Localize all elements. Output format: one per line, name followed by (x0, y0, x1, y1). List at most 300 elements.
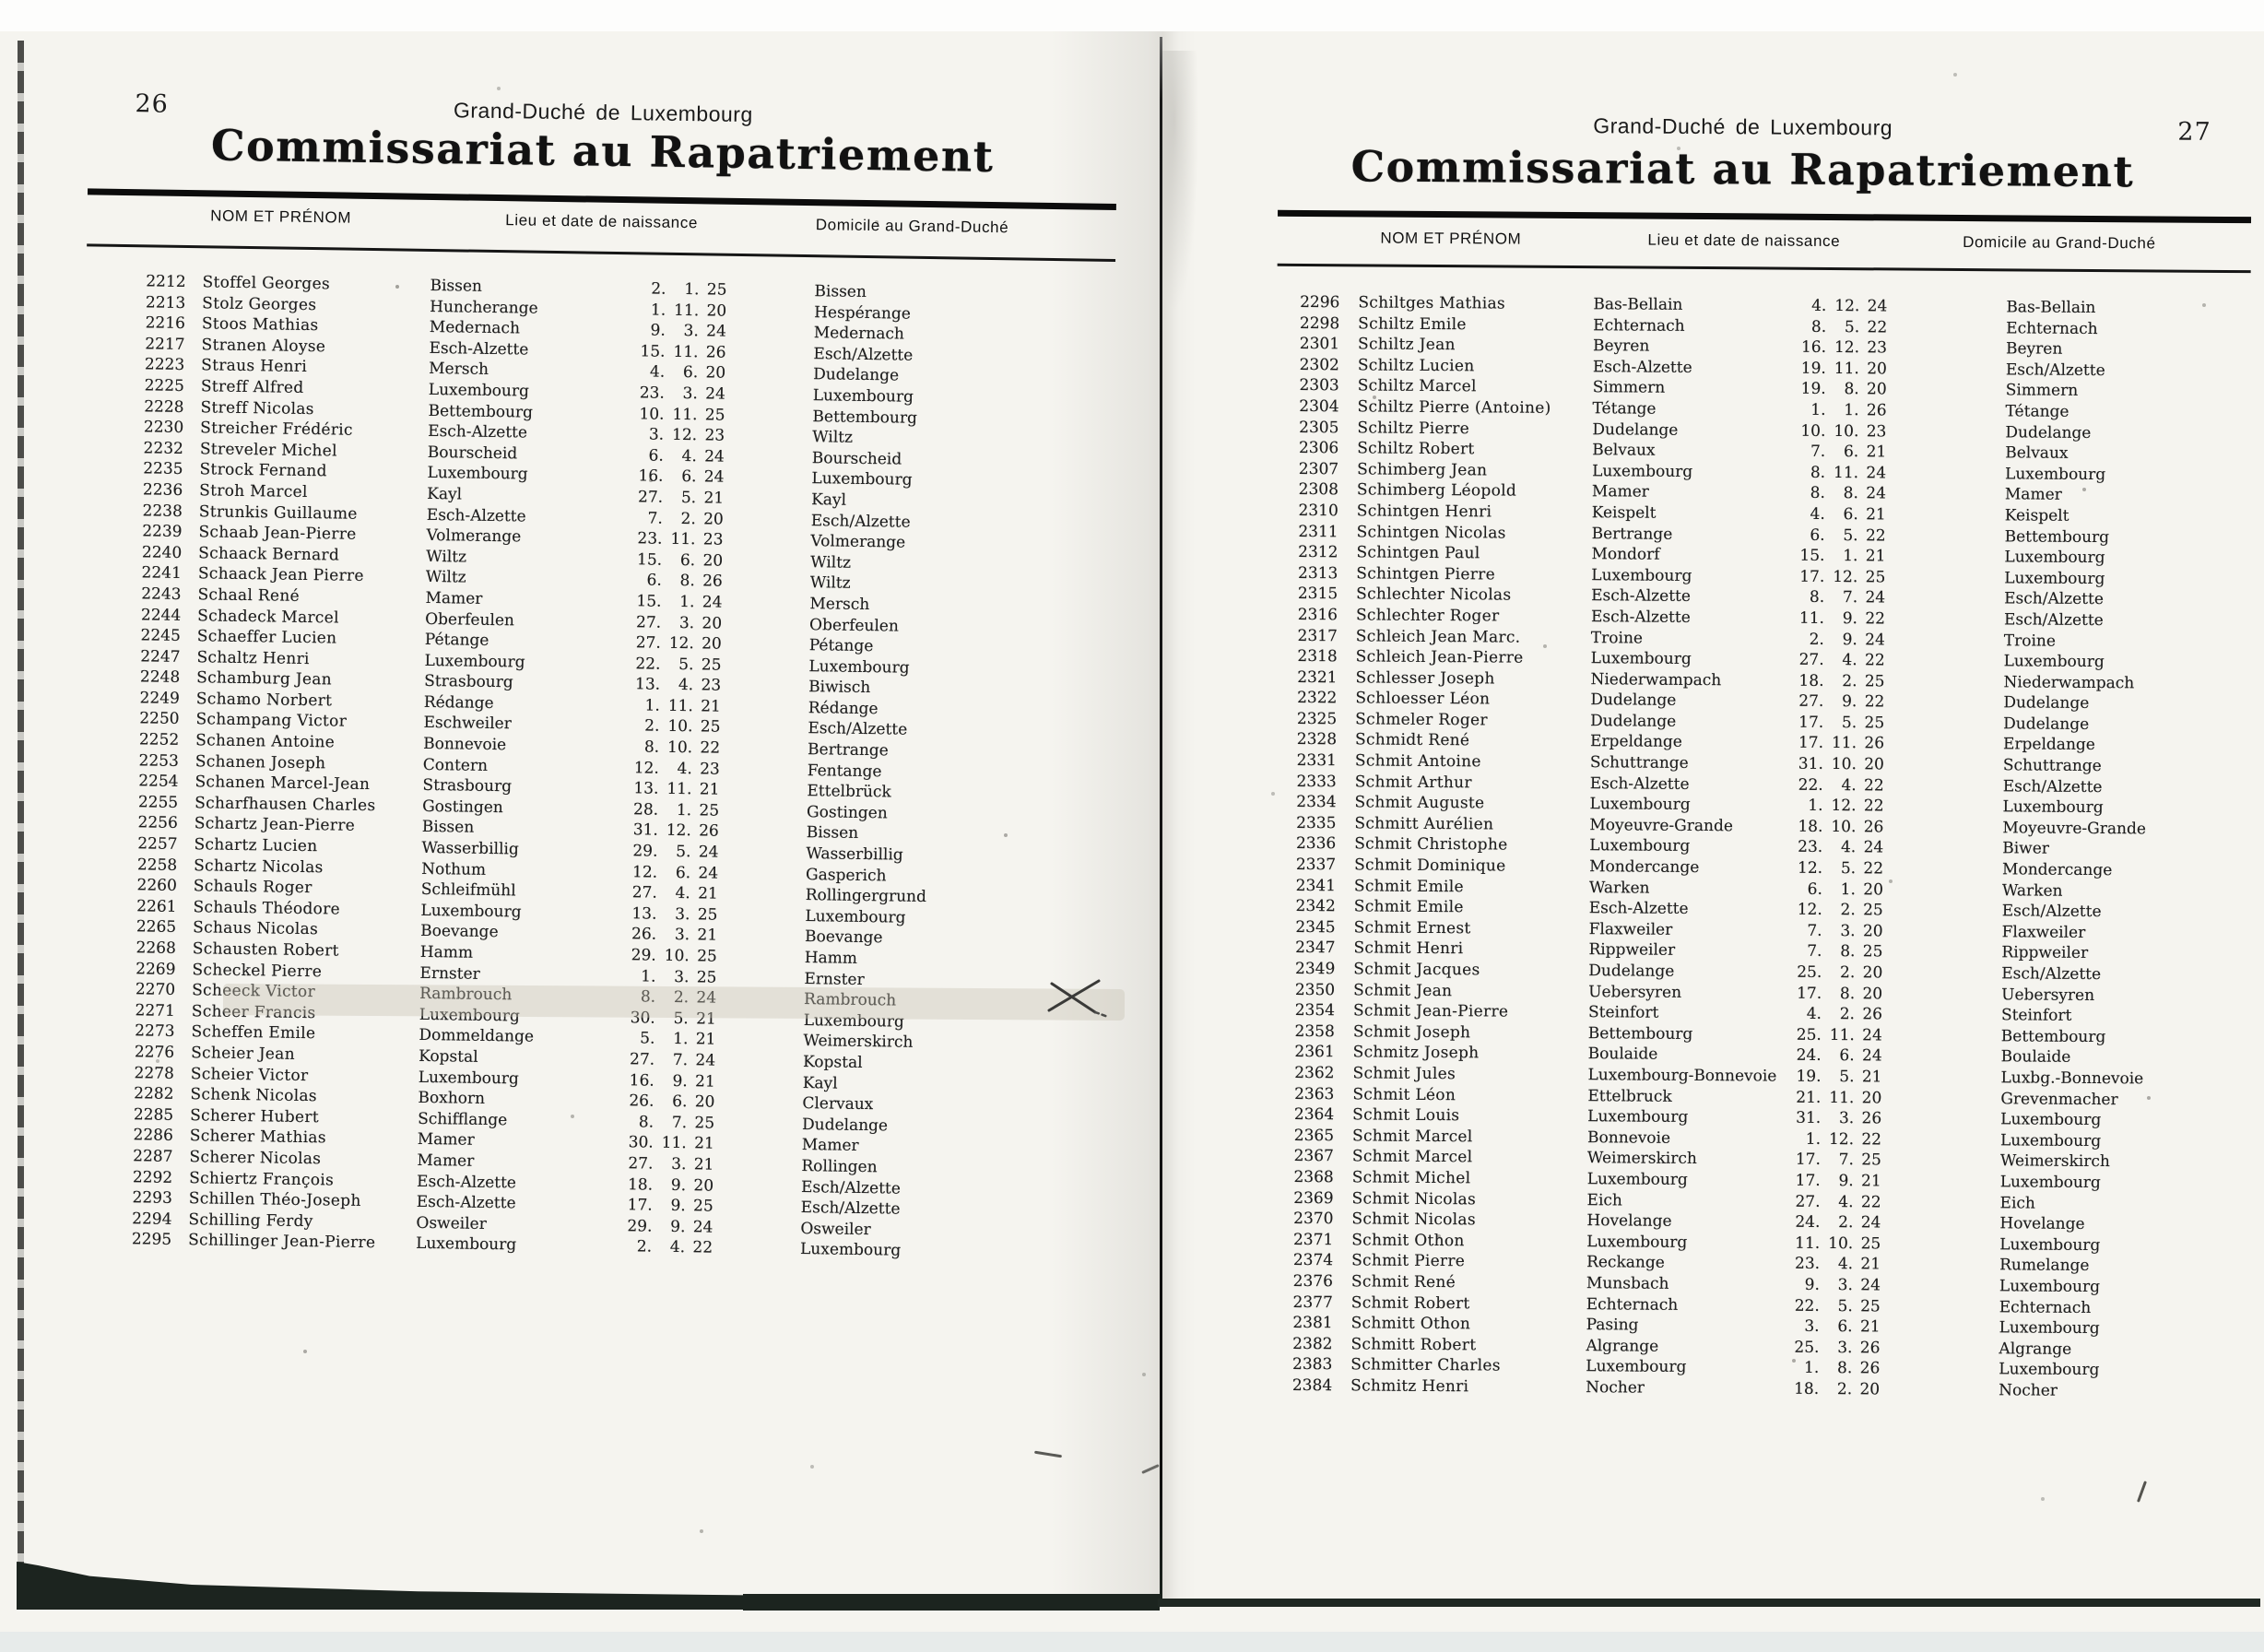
row-birthplace: Luxembourg (420, 901, 522, 922)
row-domicile: Flaxweiler (2001, 923, 2086, 942)
row-domicile: Luxembourg (803, 1010, 905, 1032)
row-birthplace: Dudelange (1590, 690, 1677, 711)
row-birthdate: 4. 12. 24 (1811, 296, 1888, 316)
row-birthdate: 31. 3. 26 (1796, 1108, 1882, 1128)
row-name: Stoos Mathias (201, 314, 319, 336)
row-number: 2212 (146, 272, 186, 292)
row-domicile: Dudelange (813, 365, 900, 385)
row-birthplace: Schuttrange (1589, 753, 1689, 773)
row-domicile: Eich (1999, 1193, 2035, 1213)
row-name: Schlechter Roger (1355, 606, 1500, 626)
row-domicile: Hamm (804, 949, 858, 968)
row-birthplace: Beyren (1592, 336, 1650, 356)
row-number: 2322 (1297, 689, 1338, 708)
row-birthdate: 17. 9. 25 (627, 1196, 713, 1216)
column-header-domicile: Domicile au Grand-Duché (1963, 232, 2156, 253)
row-domicile: Rédange (808, 698, 878, 719)
row-domicile: Medernach (813, 324, 905, 344)
row-domicile: Esch/Alzette (2003, 610, 2104, 630)
row-number: 2316 (1297, 605, 1338, 625)
row-birthplace: Osweiler (416, 1213, 487, 1233)
row-name: Schanen Antoine (195, 731, 336, 752)
row-domicile: Weimerskirch (1999, 1151, 2110, 1172)
row-birthplace: Oberfeulen (425, 609, 515, 630)
row-birthdate: 3. 12. 23 (648, 425, 725, 445)
row-birthplace: Niederwampach (1590, 669, 1722, 690)
row-number: 2244 (140, 605, 182, 625)
row-domicile: Luxembourg (2003, 652, 2105, 672)
row-number: 2249 (139, 689, 181, 708)
row-domicile: Luxembourg (811, 469, 913, 490)
row-domicile: Wasserbillig (806, 844, 903, 865)
row-number: 2317 (1297, 626, 1338, 645)
row-birthdate: 1. 11. 20 (650, 301, 727, 321)
row-birthplace: Luxembourg-Bonnevoie (1587, 1066, 1777, 1086)
row-domicile: Nocher (1999, 1381, 2058, 1400)
row-name: Schiltz Robert (1357, 439, 1475, 459)
row-birthplace: Strasbourg (422, 776, 513, 796)
row-birthplace: Tétange (1592, 399, 1657, 419)
row-domicile: Clervaux (802, 1094, 874, 1115)
page-number: 26 (135, 89, 170, 119)
row-name: Schmit Jules (1352, 1064, 1456, 1084)
row-domicile: Echternach (2006, 318, 2098, 338)
row-birthdate: 1. 3. 25 (641, 967, 717, 987)
row-domicile: Rollingergrund (805, 886, 927, 907)
row-name: Schiertz François (189, 1168, 335, 1190)
row-number: 2245 (140, 626, 182, 646)
row-name: Scherer Hubert (190, 1105, 320, 1127)
row-name: Streveler Michel (199, 440, 337, 461)
row-name: Schmit Jean (1353, 980, 1453, 1000)
row-number: 2382 (1292, 1334, 1333, 1353)
row-birthplace: Esch-Alzette (416, 1172, 517, 1192)
row-domicile: Luxembourg (1999, 1131, 2102, 1150)
row-number: 2318 (1297, 647, 1338, 667)
row-number: 2302 (1299, 355, 1339, 375)
row-number: 2298 (1299, 313, 1340, 333)
row-domicile: Rumelange (1999, 1256, 2090, 1276)
row-domicile: Esch/Alzette (808, 719, 908, 740)
row-number: 2217 (145, 335, 185, 354)
row-number: 2270 (135, 980, 176, 1000)
row-birthdate: 8. 7. 25 (638, 1113, 715, 1133)
row-birthplace: Mamer (417, 1130, 475, 1150)
row-number: 2341 (1295, 876, 1337, 895)
rows (1268, 293, 2252, 1404)
row-number: 2273 (135, 1021, 175, 1042)
row-domicile: Rippweiler (2001, 943, 2089, 963)
row-birthplace: Eich (1586, 1190, 1622, 1210)
row-birthdate: 30. 11. 21 (628, 1133, 714, 1153)
row-birthdate: 29. 10. 25 (631, 946, 717, 966)
row-number: 2345 (1295, 917, 1336, 938)
row-domicile: Esch/Alzette (813, 344, 914, 365)
row-domicile: Weimerskirch (803, 1032, 914, 1053)
row-birthdate: 21. 11. 20 (1796, 1088, 1882, 1107)
row-birthdate: 8. 5. 22 (1810, 317, 1888, 337)
row-name: Schmit Ernest (1353, 918, 1471, 938)
row-birthdate: 31. 10. 20 (1798, 754, 1884, 774)
row-domicile: Steinfort (2000, 1006, 2072, 1026)
row-birthdate: 10. 10. 23 (1800, 421, 1887, 441)
row-birthplace: Kopstal (419, 1046, 478, 1067)
row-birthdate: 26. 3. 21 (631, 925, 718, 946)
row-domicile: Hovelange (1999, 1214, 2085, 1234)
row-name: Schmit Nicolas (1351, 1188, 1477, 1209)
row-name: Schausten Robert (192, 939, 339, 961)
row-birthplace: Mersch (429, 360, 489, 380)
row-domicile: Pétange (808, 636, 874, 656)
row-birthdate: 4. 6. 21 (1810, 504, 1886, 525)
fold-speckle (1162, 51, 1201, 327)
row-number: 2301 (1299, 335, 1340, 354)
row-birthplace: Luxembourg (424, 651, 525, 672)
row-birthdate: 15. 11. 26 (640, 342, 726, 362)
row-domicile: Bissen (806, 823, 859, 844)
row-birthplace: Weimerskirch (1586, 1149, 1697, 1169)
row-number: 2328 (1296, 730, 1338, 749)
row-birthplace: Dudelange (1588, 962, 1675, 981)
row-number: 2248 (139, 667, 181, 688)
row-number: 2255 (137, 793, 179, 812)
row-birthplace: Rédange (423, 692, 494, 713)
row-birthplace: Bas-Bellain (1593, 295, 1683, 314)
row-name: Schanen Marcel-Jean (195, 773, 371, 795)
row-number: 2216 (145, 313, 186, 334)
row-number: 2293 (132, 1188, 172, 1209)
row-number: 2282 (134, 1084, 174, 1104)
row-name: Schintgen Pierre (1356, 564, 1496, 584)
row-birthplace: Echternach (1593, 315, 1685, 336)
page-right (1268, 88, 2254, 1412)
row-number: 2223 (144, 355, 185, 375)
row-number: 2230 (143, 418, 184, 438)
row-birthplace: Eschweiler (423, 714, 512, 734)
row-birthdate: 19. 5. 21 (1796, 1067, 1882, 1087)
column-header-domicile: Domicile au Grand-Duché (815, 216, 1009, 237)
row-domicile: Esch/Alzette (810, 511, 911, 532)
page-subheader: Grand-Duché de Luxembourg (453, 98, 753, 127)
row-name: Stroh Marcel (199, 481, 308, 502)
row-name: Schmit Pierre (1351, 1251, 1466, 1271)
row-number: 2241 (141, 563, 183, 584)
row-birthdate: 7. 3. 20 (1807, 921, 1883, 941)
row-name: Schmit Michel (1351, 1168, 1471, 1188)
header-rule-thin (1278, 264, 2251, 273)
row-number: 2286 (133, 1126, 173, 1146)
row-name: Schmit Auguste (1354, 793, 1485, 813)
row-name: Schmit Emile (1353, 877, 1465, 896)
page-number: 27 (2177, 117, 2211, 147)
row-number: 2311 (1298, 522, 1338, 541)
row-number: 2334 (1296, 793, 1337, 812)
row-birthplace: Luxembourg (1591, 565, 1692, 585)
row-domicile: Luxembourg (2005, 465, 2106, 484)
row-name: Scheeck Victor (192, 981, 316, 1002)
row-birthplace: Luxembourg (418, 1068, 520, 1089)
row-birthplace: Esch-Alzette (1592, 357, 1692, 377)
row-number: 2333 (1296, 772, 1337, 791)
row-birthplace: Luxembourg (1587, 1107, 1689, 1127)
row-birthplace: Contern (422, 755, 489, 775)
row-number: 2304 (1299, 396, 1339, 417)
row-domicile: Esch/Alzette (2001, 964, 2102, 985)
row-domicile: Mamer (801, 1136, 859, 1156)
row-domicile: Bettembourg (2000, 1027, 2106, 1046)
row-birthplace: Medernach (429, 318, 521, 338)
row-birthplace: Luxembourg (1586, 1232, 1688, 1252)
row-birthdate: 15. 6. 20 (636, 550, 724, 571)
row-birthplace: Munsbach (1586, 1274, 1669, 1293)
row-number: 2371 (1292, 1230, 1334, 1249)
page-title: Commissariat au Rapatriement (210, 120, 995, 183)
row-domicile: Wiltz (809, 552, 852, 572)
row-number: 2235 (143, 459, 183, 479)
row-name: Schmit Robert (1350, 1292, 1470, 1313)
row-birthdate: 25. 3. 26 (1794, 1338, 1881, 1358)
row-birthdate: 5. 1. 21 (640, 1029, 716, 1050)
row-birthplace: Luxembourg (1586, 1170, 1688, 1189)
row-birthdate: 28. 1. 25 (632, 800, 720, 820)
row-number: 2306 (1298, 439, 1339, 458)
page-title: Commissariat au Rapatriement (1350, 141, 2135, 197)
row-birthplace: Schleifmühl (420, 880, 516, 901)
row-domicile: Gostingen (806, 802, 888, 823)
row-birthdate: 8. 2. 24 (640, 987, 717, 1008)
row-birthplace: Dudelange (1590, 712, 1677, 731)
row-birthdate: 24. 2. 24 (1795, 1212, 1881, 1233)
row-number: 2361 (1294, 1043, 1335, 1062)
row-birthdate: 18. 9. 20 (627, 1174, 714, 1196)
row-domicile: Bourscheid (811, 448, 902, 469)
row-name: Schmit Marcel (1351, 1127, 1473, 1147)
row-number: 2381 (1292, 1314, 1333, 1333)
row-birthdate: 27. 3. 20 (635, 612, 723, 633)
row-birthplace: Esch-Alzette (1589, 773, 1690, 794)
row-birthplace: Steinfort (1587, 1003, 1659, 1022)
row-domicile: Luxbg.-Bonnevoie (2000, 1068, 2144, 1089)
row-birthplace: Bonnevoie (1586, 1127, 1671, 1148)
row-birthplace: Bourscheid (427, 442, 518, 464)
row-number: 2383 (1291, 1355, 1333, 1375)
row-birthplace: Dommeldange (419, 1026, 535, 1047)
row-number: 2358 (1294, 1021, 1335, 1042)
row-number: 2257 (137, 834, 178, 854)
row-domicile: Grevenmacher (2000, 1089, 2118, 1109)
row-birthdate: 7. 6. 21 (1810, 442, 1887, 462)
row-number: 2232 (143, 439, 184, 458)
row-birthdate: 17. 7. 25 (1795, 1150, 1881, 1170)
row-name: Schanen Joseph (195, 751, 326, 773)
row-birthdate: 17. 5. 25 (1798, 713, 1885, 733)
row-domicile: Esch/Alzette (2001, 902, 2102, 922)
row-name: Schmit Arthur (1354, 773, 1472, 792)
row-name: Schamo Norbert (195, 690, 333, 711)
row-birthplace: Luxembourg (428, 380, 530, 401)
row-number: 2374 (1292, 1251, 1334, 1270)
row-birthplace: Pétange (424, 630, 489, 651)
row-birthdate: 8. 7. 24 (1809, 588, 1886, 608)
row-number: 2303 (1299, 376, 1339, 395)
row-birthdate: 18. 10. 26 (1798, 817, 1884, 837)
row-name: Schartz Lucien (194, 835, 318, 856)
row-name: Schenk Nicolas (190, 1085, 318, 1106)
row-domicile: Kopstal (802, 1053, 863, 1072)
row-domicile: Biwisch (808, 678, 871, 698)
row-birthdate: 27. 5. 21 (637, 488, 725, 508)
row-number: 2256 (137, 813, 179, 833)
row-birthdate: 23. 3. 24 (639, 384, 725, 404)
row-number: 2313 (1297, 563, 1338, 583)
row-birthplace: Nocher (1586, 1378, 1645, 1398)
row-birthplace: Pasing (1586, 1316, 1639, 1335)
row-birthdate: 12. 2. 25 (1797, 900, 1883, 920)
row-birthdate: 27. 4. 22 (1798, 650, 1885, 670)
row-name: Streicher Frédéric (200, 419, 353, 440)
row-birthdate: 6. 4. 24 (648, 446, 725, 466)
row-name: Schaack Bernard (198, 543, 340, 565)
row-number: 2349 (1294, 959, 1336, 979)
row-number: 2258 (136, 855, 178, 875)
row-birthplace: Esch-Alzette (1591, 586, 1692, 607)
row-name: Schilling Ferdy (188, 1210, 313, 1231)
row-domicile: Simmern (2005, 381, 2079, 401)
header-rule-thin (87, 243, 1115, 262)
row-birthplace: Esch-Alzette (416, 1192, 516, 1213)
row-name: Schmit Dominique (1354, 856, 1506, 876)
row-birthplace: Luxembourg (1589, 795, 1691, 815)
row-number: 2354 (1294, 1001, 1336, 1021)
row-domicile: Niederwampach (2003, 672, 2135, 692)
row-birthdate: 29. 5. 24 (632, 842, 719, 862)
row-number: 2287 (133, 1147, 173, 1166)
row-name: Schmit Jacques (1353, 960, 1480, 980)
row-domicile: Bertrange (807, 740, 889, 761)
row-domicile: Oberfeulen (808, 615, 900, 636)
row-name: Scheier Jean (191, 1044, 296, 1064)
row-domicile: Luxembourg (1999, 1277, 2101, 1296)
row-birthdate: 1. 11. 21 (644, 696, 721, 716)
row-number: 2243 (141, 584, 182, 604)
row-number: 2228 (144, 396, 184, 417)
row-birthdate: 18. 2. 20 (1794, 1379, 1881, 1399)
row-name: Schmit Jean-Pierre (1352, 1001, 1509, 1021)
row-birthdate: 9. 3. 24 (1804, 1275, 1881, 1295)
row-birthdate: 12. 6. 24 (631, 862, 719, 883)
row-name: Scherer Mathias (189, 1127, 326, 1148)
row-birthplace: Ettelbruck (1587, 1086, 1672, 1106)
row-birthdate: 2. 1. 25 (651, 279, 727, 300)
bottom-scan-band (743, 1594, 1160, 1611)
row-domicile: Wiltz (812, 428, 854, 447)
row-name: Schmitt Othon (1350, 1314, 1471, 1334)
row-number: 2265 (136, 917, 177, 938)
row-name: Schaeffer Lucien (196, 627, 337, 648)
row-name: Schmeler Roger (1355, 710, 1488, 730)
row-birthdate: 2. 10. 25 (644, 716, 721, 738)
scanner-bed-strip-bottom (0, 1632, 2264, 1652)
row-birthplace: Huncherange (430, 297, 538, 318)
row-name: Schleich Jean Marc. (1355, 626, 1521, 647)
row-birthplace: Esch-Alzette (428, 422, 528, 442)
bottom-scan-band (17, 1562, 747, 1610)
row-name: Schlechter Nicolas (1356, 584, 1512, 605)
row-name: Schintgen Paul (1356, 543, 1480, 563)
row-number: 2365 (1293, 1126, 1335, 1146)
row-birthdate: 22. 5. 25 (1794, 1296, 1881, 1316)
row-birthplace: Erpeldange (1589, 732, 1682, 752)
row-name: Schillen Théo-Joseph (188, 1189, 361, 1211)
row-domicile: Esch/Alzette (800, 1198, 901, 1219)
row-birthdate: 3. 6. 21 (1804, 1316, 1881, 1337)
row-name: Schiltz Jean (1357, 335, 1456, 355)
row-domicile: Osweiler (800, 1219, 871, 1239)
row-birthdate: 2. 9. 24 (1809, 630, 1885, 649)
row-birthdate: 16. 6. 24 (638, 466, 725, 488)
row-birthdate: 7. 8. 25 (1807, 942, 1883, 962)
row-birthdate: 27. 12. 20 (635, 633, 722, 654)
row-name: Schintgen Nicolas (1356, 522, 1506, 543)
row-domicile: Ernster (804, 969, 865, 989)
row-domicile: Mondercange (2002, 860, 2113, 880)
row-name: Schmidt René (1354, 730, 1470, 750)
row-birthplace: Ernster (419, 963, 480, 984)
row-name: Schintgen Henri (1356, 502, 1492, 522)
row-number: 2236 (142, 480, 183, 500)
row-number: 2295 (131, 1230, 172, 1250)
row-birthdate: 27. 4. 22 (1795, 1192, 1881, 1211)
stray-slash-mark (2137, 1481, 2147, 1503)
row-number: 2292 (132, 1167, 173, 1187)
column-header-name: NOM ET PRÉNOM (1380, 229, 1522, 248)
row-birthdate: 27. 4. 21 (631, 883, 718, 903)
row-birthdate: 13. 3. 25 (631, 904, 718, 925)
row-number: 2271 (135, 1001, 175, 1021)
row-birthplace: Nothum (421, 859, 487, 879)
row-name: Schartz Jean-Pierre (194, 814, 356, 836)
row-birthdate: 23. 11. 23 (637, 529, 724, 549)
row-name: Schartz Nicolas (194, 856, 324, 877)
row-birthplace: Volmerange (426, 526, 522, 547)
row-name: Scheffen Emile (191, 1022, 316, 1044)
x-mark-annotation (1040, 974, 1117, 1025)
row-domicile: Dudelange (2003, 714, 2090, 734)
row-name: Stolz Georges (202, 293, 317, 314)
row-domicile: Keispelt (2004, 506, 2069, 525)
row-number: 2213 (145, 292, 186, 313)
row-birthplace: Bertrange (1591, 524, 1673, 544)
row-number: 2252 (138, 730, 180, 750)
row-number: 2369 (1293, 1188, 1334, 1208)
row-number: 2269 (136, 959, 176, 979)
row-birthdate: 13. 4. 23 (634, 675, 722, 695)
row-birthdate: 27. 9. 22 (1798, 692, 1885, 712)
row-number: 2331 (1296, 751, 1337, 771)
row-birthplace: Rippweiler (1588, 940, 1676, 961)
row-birthplace: Rambrouch (419, 985, 513, 1005)
fold-line (1160, 37, 1162, 1601)
row-birthplace: Luxembourg (1589, 836, 1691, 856)
bottom-scan-band (1158, 1599, 2260, 1607)
row-birthdate: 8. 8. 24 (1810, 484, 1887, 503)
row-number: 2225 (144, 376, 185, 395)
row-domicile: Bettembourg (812, 407, 918, 428)
row-domicile: Luxembourg (808, 656, 910, 678)
row-name: Schmit Christophe (1354, 834, 1508, 855)
row-birthplace: Mondercange (1589, 857, 1700, 878)
row-number: 2335 (1296, 813, 1337, 833)
